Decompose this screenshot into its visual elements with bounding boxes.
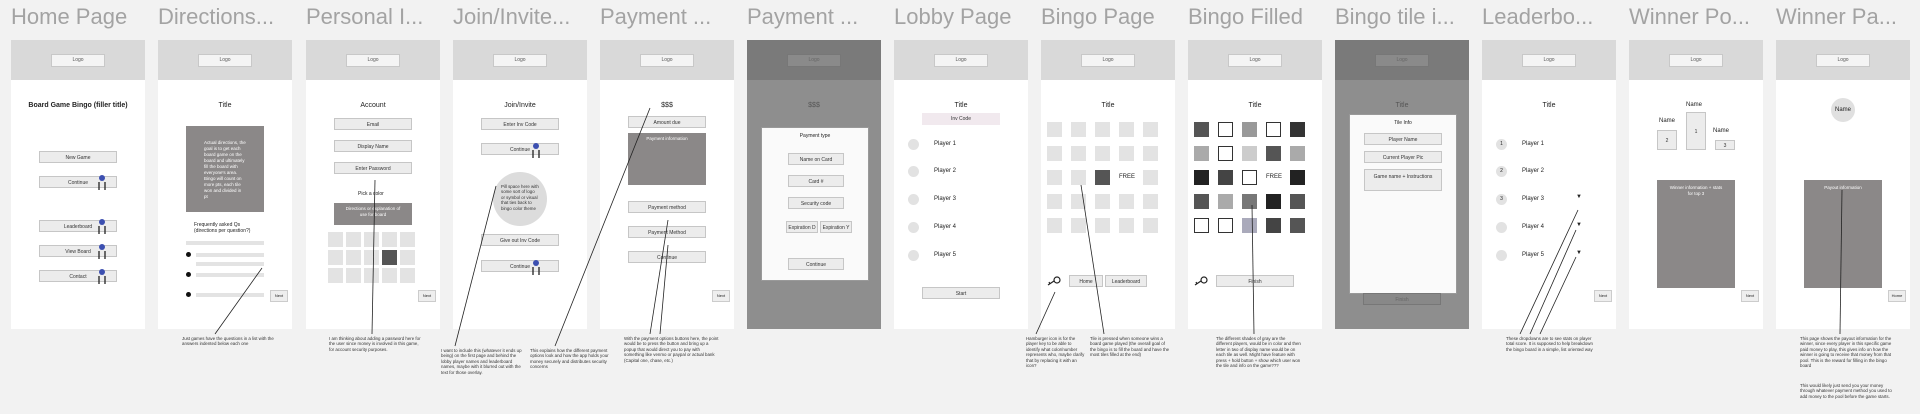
frame-title-bingo-filled: Bingo Filled (1188, 4, 1303, 29)
payment-method-button-1[interactable]: Payment method (628, 201, 706, 213)
home-button[interactable]: Home (1888, 290, 1906, 302)
game-info-field: Game name + Instructions (1364, 169, 1442, 191)
player-name: Player 1 (1522, 141, 1545, 147)
give-invite-code-button[interactable]: Give out Inv Code (481, 234, 559, 246)
invite-code-field[interactable]: Enter Inv Code (481, 118, 559, 130)
payment-modal (761, 127, 869, 281)
logo: Logo (493, 54, 547, 67)
annotation-note: The different shades of gray are the different players, would be in color and then letter in two of display name would be on each tile as well. Might have feature with press + hold button + show which user won the tile and info on the game??? (1216, 336, 1301, 369)
cursor-icon (532, 259, 540, 275)
player-name: Player 2 (1522, 168, 1545, 174)
player-name: Player 5 (1522, 252, 1545, 258)
frame-title-winner-podium: Winner Po... (1629, 4, 1751, 29)
frame-tile-info (1335, 40, 1469, 329)
cursor-icon (532, 142, 540, 158)
annotation-note: Tile is pressed when someone wins a board game played (the overall goal of the bingo is to fill the board and have the most tiles filled at the end) (1090, 336, 1170, 358)
invite-code: Inv Code (922, 113, 1000, 125)
player-name: Player 2 (934, 168, 957, 174)
logo: Logo (198, 54, 252, 67)
page-title: Board Game Bingo (filler title) (28, 102, 128, 109)
logo: Logo (787, 54, 841, 67)
frame-title-join: Join/Invite... (453, 4, 571, 29)
player-name: Player 1 (934, 141, 957, 147)
player-name: Player 3 (1522, 196, 1545, 202)
free-tile: FREE (1119, 174, 1136, 180)
frame-leaderboard (1482, 40, 1616, 329)
annotation-note: This explains how the different payment options look and how the app holds your money securely and distributes security concerns (530, 348, 609, 370)
expiration-day-select[interactable]: Expiration D (786, 221, 818, 233)
frame-title-payment2: Payment ... (747, 4, 859, 29)
cursor-icon (98, 268, 106, 284)
annotation-note: Just games have the questions in a list with the answers indented below each one (182, 336, 274, 347)
frame-title-home: Home Page (11, 4, 128, 29)
podium-name-2: Name (1659, 118, 1676, 124)
finish-button[interactable]: Finish (1216, 275, 1294, 287)
annotation-note: Hamburger icon is for the player key to be able to identify what color/number represents who, maybe clarify that by replacing it with an icon? (1026, 336, 1085, 369)
player-name-field: Player Name (1364, 133, 1442, 145)
player-name: Player 4 (1522, 224, 1545, 230)
podium-2: 2 (1657, 130, 1677, 150)
winner-avatar: Name (1831, 98, 1855, 122)
frame-home (11, 40, 145, 329)
security-code-field[interactable]: Security code (788, 197, 844, 209)
rank-badge: 1 (1496, 139, 1507, 150)
frame-winner-payout (1776, 40, 1910, 329)
directions-box: Directions or explanation of use for board (334, 203, 412, 225)
modal-title: Payment type (799, 133, 831, 139)
podium-1: 1 (1686, 112, 1706, 150)
payment-method-button-2[interactable]: Payment Method (628, 226, 706, 238)
key-icon[interactable] (1194, 276, 1208, 286)
payout-info-box: Payout information (1804, 180, 1882, 288)
logo: Logo (346, 54, 400, 67)
display-name-field[interactable]: Display Name (334, 140, 412, 152)
next-button[interactable]: Next (1741, 290, 1759, 302)
view-board-button[interactable]: View Board (39, 245, 117, 257)
directions-box: Actual directions, the goal is to get each board game on the board and ultimately fill the board with everyone's area. Bingo will count on more pts, each tile won and divided in pt (186, 126, 264, 212)
frame-winner-podium (1629, 40, 1763, 329)
password-field[interactable]: Enter Password (334, 162, 412, 174)
rank-badge: 3 (1496, 194, 1507, 205)
annotation-note: This page shows the payout information for the winner, since every player in this specific game paid money to play, this gives info on how the winner is going to receive that money from that pool. This is the reward for filling in the bingo board (1800, 336, 1892, 369)
continue-button[interactable]: Continue (481, 143, 559, 155)
frame-title-leaderboard: Leaderbo... (1482, 4, 1594, 29)
amount-due: Amount due (628, 116, 706, 128)
card-number-field[interactable]: Card # (788, 175, 844, 187)
logo-placeholder-circle: Pill space here with some sort of logo or symbol or visual that ties back to bingo color theme (493, 172, 547, 226)
podium-3: 3 (1715, 140, 1735, 150)
faq-heading: Frequently asked Qs (directions per question?) (194, 222, 251, 234)
logo: Logo (1228, 54, 1282, 67)
logo: Logo (1081, 54, 1135, 67)
page-title: Title (1248, 102, 1262, 109)
frame-bingo-filled (1188, 40, 1322, 329)
frame-title-personal: Personal I... (306, 4, 424, 29)
page-title: Title (954, 102, 968, 109)
leaderboard-button[interactable]: Leaderboard (1105, 275, 1147, 287)
name-on-card-field[interactable]: Name on Card (788, 153, 844, 165)
frame-title-tile: Bingo tile i... (1335, 4, 1455, 29)
dropdown-icon[interactable]: ▼ (1576, 250, 1582, 256)
annotation-note: I am thinking about adding a password here for the user since money is involved in this game, for account security purposes. (329, 336, 421, 352)
finish-button[interactable]: Finish (1363, 293, 1441, 305)
logo: Logo (51, 54, 105, 67)
player-name: Player 4 (934, 224, 957, 230)
cursor-icon (98, 174, 106, 190)
frame-payment (600, 40, 734, 329)
dropdown-icon[interactable]: ▼ (1576, 194, 1582, 200)
expiration-year-select[interactable]: Expiration Y (820, 221, 852, 233)
player-name: Player 5 (934, 252, 957, 258)
continue-button[interactable]: Continue (628, 251, 706, 263)
new-game-button[interactable]: New Game (39, 151, 117, 163)
frame-lobby (894, 40, 1028, 329)
frame-payment-modal (747, 40, 881, 329)
pick-color-label: Pick a color (358, 191, 384, 197)
page-title: Title (1101, 102, 1115, 109)
continue-button[interactable]: Continue (39, 176, 117, 188)
podium-name-3: Name (1713, 128, 1730, 134)
frame-title-payment1: Payment ... (600, 4, 712, 29)
next-button[interactable]: Next (270, 290, 288, 302)
player-pic-field: Current Player Pic (1364, 151, 1442, 163)
header (11, 40, 145, 80)
page-title: Join/Invite (504, 102, 536, 109)
frame-bingo (1041, 40, 1175, 329)
frame-title-directions: Directions... (158, 4, 275, 29)
frame-directions (158, 40, 292, 329)
next-button[interactable]: Next (712, 290, 730, 302)
rank-badge: 2 (1496, 166, 1507, 177)
page-title: Title (218, 102, 232, 109)
page-title: Account (360, 102, 386, 109)
payment-info-box: Payment information (628, 133, 706, 185)
contact-button[interactable]: Contact (39, 270, 117, 282)
next-button[interactable]: Next (1594, 290, 1612, 302)
dropdown-icon[interactable]: ▼ (1576, 222, 1582, 228)
cursor-icon (98, 243, 106, 259)
page-title: Title (1395, 102, 1409, 109)
logo: Logo (1375, 54, 1429, 67)
home-button[interactable]: Home (1069, 275, 1103, 287)
page-title: $$$ (661, 102, 673, 109)
modal-title: Tile Info (1394, 120, 1412, 126)
annotation-note: These dropdowns are to see stats on player total score. It is supposed to help breakdown the bingo board in a simple, list oriented way (1506, 336, 1593, 352)
page-title: Title (1542, 102, 1556, 109)
start-button[interactable]: Start (922, 287, 1000, 299)
key-icon[interactable] (1047, 276, 1061, 286)
frame-title-bingo: Bingo Page (1041, 4, 1155, 29)
continue-button[interactable]: Continue (788, 258, 844, 270)
annotation-note: I want to include this (whatever it ends up being) on the first page and behind the lobby player names and leaderboard names, maybe with it blurred out with the text for those overlay. (441, 348, 522, 375)
annotation-note: With the payment options buttons here, the point would be to press the button and bring up a popup that would direct you to pay with something like venmo or paypal or actual bank (Capital one, chase, etc.) (624, 336, 719, 363)
player-name: Player 3 (934, 196, 957, 202)
frame-join (453, 40, 587, 329)
frame-title-winner-payout: Winner Pa... (1776, 4, 1898, 29)
email-field[interactable]: Email (334, 118, 412, 130)
cursor-icon (98, 218, 106, 234)
logo: Logo (640, 54, 694, 67)
logo: Logo (1522, 54, 1576, 67)
leaderboard-button[interactable]: Leaderboard (39, 220, 117, 232)
frame-title-lobby: Lobby Page (894, 4, 1012, 29)
next-button[interactable]: Next (418, 290, 436, 302)
annotation-note: This would likely just send you your money through whatever payment method you used to add money to the pool before the game starts. (1800, 383, 1892, 399)
logo: Logo (1669, 54, 1723, 67)
logo: Logo (1816, 54, 1870, 67)
frame-personal (306, 40, 440, 329)
tile-info-modal (1349, 114, 1457, 294)
bingo-tile[interactable] (1095, 170, 1110, 185)
winner-info-box: Winner information + stats for top 3 (1657, 180, 1735, 288)
free-tile: FREE (1266, 174, 1283, 180)
logo: Logo (934, 54, 988, 67)
podium-name-1: Name (1686, 102, 1703, 108)
page-title: $$$ (808, 102, 820, 109)
continue-button-2[interactable]: Continue (481, 260, 559, 272)
